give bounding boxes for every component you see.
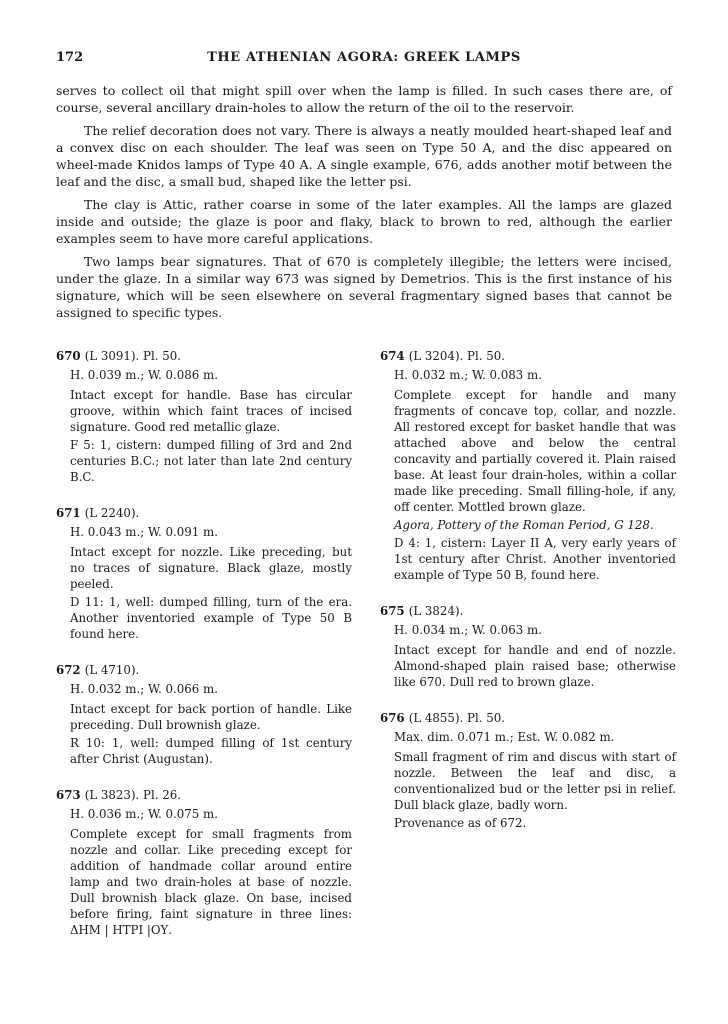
running-header bbox=[56, 50, 672, 70]
entry-ref: (L 3824). bbox=[408, 604, 464, 618]
entry-ref: (L 4710). bbox=[84, 663, 140, 677]
entry-description: Intact except for back portion of handle. Like preceding. Dull brownish glaze. bbox=[70, 702, 352, 732]
entry-heading bbox=[56, 348, 352, 364]
entry-ref: (L 3091). Pl. 50. bbox=[84, 349, 182, 363]
entry-ref: (L 3204). Pl. 50. bbox=[408, 349, 506, 363]
entry-context: Provenance as of 672. bbox=[394, 816, 527, 830]
entry-dimensions: H. 0.032 m.; W. 0.083 m. bbox=[394, 368, 542, 382]
entry-dimensions: H. 0.043 m.; W. 0.091 m. bbox=[70, 525, 218, 539]
entry-description: Intact except for handle and end of nozzle. Almond-shaped plain raised base; otherwise like 670. Dull red to brown glaze. bbox=[394, 643, 676, 689]
entry-dimensions: H. 0.039 m.; W. 0.086 m. bbox=[70, 368, 218, 382]
catalogue-entry bbox=[56, 662, 352, 767]
entry-ref: (L 2240). bbox=[84, 506, 140, 520]
entry-context: R 10: 1, well: dumped filling of 1st century after Christ (Augustan). bbox=[70, 736, 352, 766]
intro-paragraph: The relief decoration does not vary. There is always a neatly moulded heart-shaped leaf and a convex disc on each shoulder. The leaf was seen on Type 50 A, and the disc appeared on wheel-made Knidos lamps of Type 40 A. A single example, 676, adds another motif between the leaf and the disc, a small bud, shaped like the letter psi. bbox=[56, 123, 672, 189]
entry-number: 676 bbox=[380, 711, 405, 725]
entry-number: 673 bbox=[56, 788, 81, 802]
intro-text bbox=[56, 82, 672, 327]
page-number: 172 bbox=[56, 50, 84, 65]
entry-description: Small fragment of rim and discus with start of nozzle. Between the leaf and disc, a conventionalized bud or the letter psi in relief. Dull black glaze, badly worn. bbox=[394, 750, 676, 812]
entry-number: 670 bbox=[56, 349, 81, 363]
entry-heading bbox=[56, 505, 352, 521]
entry-heading bbox=[380, 603, 676, 619]
intro-paragraph: Two lamps bear signatures. That of 670 is completely illegible; the letters were incised, under the glaze. In a similar way 673 was signed by Demetrios. This is the first instance of his signature, which will be seen elsewhere on several fragmentary signed bases that cannot be assigned to specific types. bbox=[56, 254, 672, 320]
entry-number: 672 bbox=[56, 663, 81, 677]
catalogue-entry bbox=[56, 787, 352, 938]
catalogue-column-left bbox=[56, 348, 352, 958]
entry-description: Complete except for small fragments from nozzle and collar. Like preceding except for addition of handmade collar around entire lamp and two drain-holes at base of nozzle. Dull brownish black glaze. On base, incised before firing, faint signature in three lines: ΔΗΜ | ΗΤΡΙ |ΟΥ. bbox=[70, 827, 352, 937]
entry-ref: (L 4855). Pl. 50. bbox=[408, 711, 506, 725]
entry-description: Intact except for handle. Base has circular groove, within which faint traces of incised signature. Good red metallic glaze. bbox=[70, 388, 352, 434]
entry-number: 674 bbox=[380, 349, 405, 363]
catalogue-entry bbox=[380, 710, 676, 831]
entry-dimensions: H. 0.032 m.; W. 0.066 m. bbox=[70, 682, 218, 696]
entry-heading bbox=[380, 348, 676, 364]
entry-dimensions: H. 0.034 m.; W. 0.063 m. bbox=[394, 623, 542, 637]
entry-heading bbox=[56, 662, 352, 678]
entry-number: 671 bbox=[56, 506, 81, 520]
entry-context: D 4: 1, cistern: Layer II A, very early years of 1st century after Christ. Another inventoried example of Type 50 B, found here. bbox=[394, 536, 676, 582]
entry-context: D 11: 1, well: dumped filling, turn of the era. Another inventoried example of Type 50 B found here. bbox=[70, 595, 352, 641]
catalogue-entry bbox=[56, 348, 352, 485]
catalogue-entry bbox=[56, 505, 352, 642]
intro-paragraph: The clay is Attic, rather coarse in some of the later examples. All the lamps are glazed inside and outside; the glaze is poor and flaky, black to brown to red, although the earlier examples seem to have more careful applications. bbox=[56, 197, 672, 246]
entry-dimensions: Max. dim. 0.071 m.; Est. W. 0.082 m. bbox=[394, 730, 615, 744]
entry-dimensions: H. 0.036 m.; W. 0.075 m. bbox=[70, 807, 218, 821]
catalogue-entry bbox=[380, 348, 676, 583]
entry-description: Complete except for handle and many fragments of concave top, collar, and nozzle. All restored except for basket handle that was attached above and below the central concavity and partially covered it. Plain raised base. At least four drain-holes, within a collar made like preceding. Small filling-hole, if any, off center. Mottled brown glaze. bbox=[394, 388, 676, 514]
entry-bibliography: Agora, Pottery of the Roman Period, G 128. bbox=[394, 518, 654, 532]
catalogue-entry bbox=[380, 603, 676, 690]
entry-number: 675 bbox=[380, 604, 405, 618]
catalogue-column-right bbox=[380, 348, 676, 851]
entry-heading bbox=[56, 787, 352, 803]
entry-heading bbox=[380, 710, 676, 726]
entry-description: Intact except for nozzle. Like preceding, but no traces of signature. Black glaze, mostly peeled. bbox=[70, 545, 352, 591]
entry-context: F 5: 1, cistern: dumped filling of 3rd and 2nd centuries B.C.; not later than late 2nd century B.C. bbox=[70, 438, 352, 484]
intro-paragraph: serves to collect oil that might spill over when the lamp is filled. In such cases there are, of course, several ancillary drain-holes to allow the return of the oil to the reservoir. bbox=[56, 83, 672, 115]
entry-ref: (L 3823). Pl. 26. bbox=[84, 788, 182, 802]
running-title: THE ATHENIAN AGORA: GREEK LAMPS bbox=[207, 50, 521, 65]
